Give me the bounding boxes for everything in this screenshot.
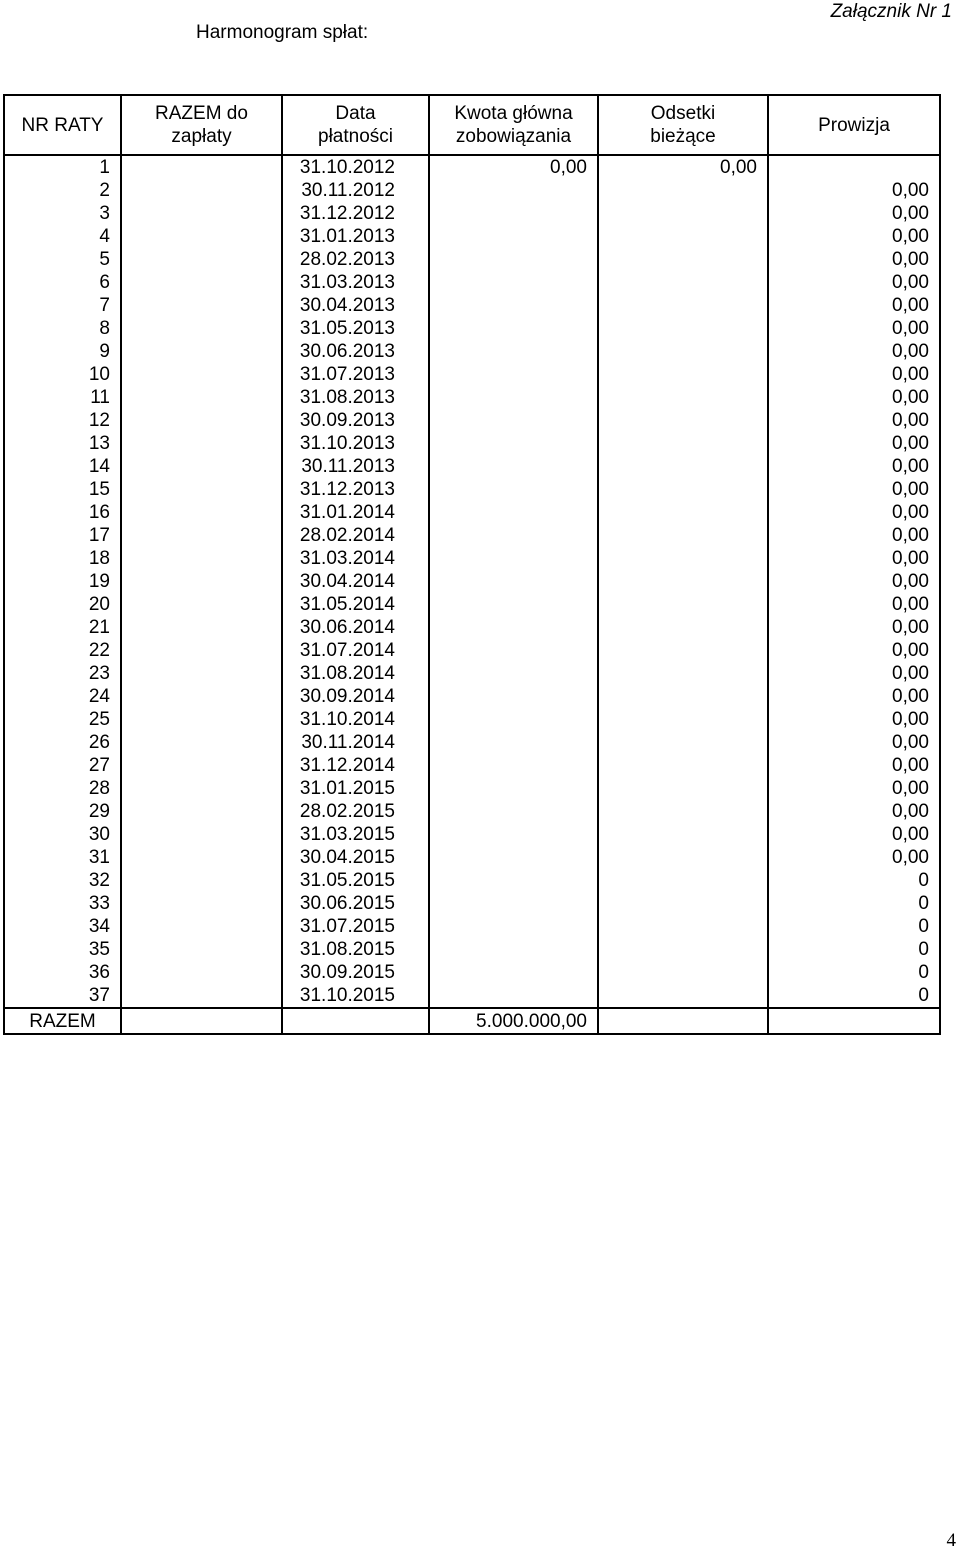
cell-payment-date: 31.01.2013 [282,225,429,248]
cell-total-due [121,386,282,409]
cell-interest [598,317,768,340]
cell-total-due [121,524,282,547]
cell-payment-date: 31.05.2015 [282,869,429,892]
cell-payment-date: 31.07.2013 [282,363,429,386]
cell-installment-number: 28 [4,777,121,800]
cell-total-due [121,432,282,455]
cell-payment-date: 31.10.2015 [282,984,429,1008]
cell-principal [429,984,598,1008]
cell-principal [429,777,598,800]
cell-fee: 0,00 [768,202,940,225]
cell-installment-number: 37 [4,984,121,1008]
cell-interest [598,570,768,593]
cell-payment-date: 28.02.2013 [282,248,429,271]
table-row [4,662,940,685]
table-row [4,363,940,386]
table-row [4,869,940,892]
cell-fee: 0,00 [768,225,940,248]
cell-fee: 0,00 [768,685,940,708]
cell-fee: 0,00 [768,179,940,202]
table-row [4,846,940,869]
table-row [4,386,940,409]
table-row [4,179,940,202]
cell-total-due [121,570,282,593]
cell-fee: 0,00 [768,340,940,363]
cell-fee: 0,00 [768,731,940,754]
cell-principal [429,294,598,317]
cell-installment-number: 33 [4,892,121,915]
cell-total-due [121,294,282,317]
cell-fee: 0,00 [768,754,940,777]
cell-principal [429,547,598,570]
cell-total-due [121,271,282,294]
cell-total-due [121,731,282,754]
cell-total-due [121,823,282,846]
cell-total-due [121,409,282,432]
table-row [4,248,940,271]
table-row [4,202,940,225]
cell-installment-number: 12 [4,409,121,432]
cell-total-due [121,248,282,271]
table-row [4,317,940,340]
cell-fee: 0,00 [768,616,940,639]
cell-interest [598,662,768,685]
header-principal: Kwota główna zobowiązania [429,95,598,155]
cell-payment-date: 31.12.2014 [282,754,429,777]
cell-principal [429,340,598,363]
cell-payment-date: 28.02.2015 [282,800,429,823]
cell-payment-date: 31.05.2013 [282,317,429,340]
cell-installment-number: 34 [4,915,121,938]
table-row [4,708,940,731]
header-fee: Prowizja [768,95,940,155]
cell-principal [429,892,598,915]
cell-fee: 0,00 [768,248,940,271]
cell-interest [598,386,768,409]
cell-interest [598,846,768,869]
cell-interest [598,455,768,478]
cell-total-due [121,892,282,915]
cell-principal: 0,00 [429,155,598,179]
cell-principal [429,869,598,892]
cell-principal [429,478,598,501]
cell-total-due [121,754,282,777]
table-row [4,892,940,915]
cell-installment-number: 13 [4,432,121,455]
cell-installment-number: 36 [4,961,121,984]
cell-fee: 0,00 [768,639,940,662]
cell-interest [598,777,768,800]
cell-total-due [121,915,282,938]
cell-payment-date: 30.06.2015 [282,892,429,915]
cell-principal [429,455,598,478]
cell-principal [429,662,598,685]
footer-date [282,1008,429,1034]
footer-total [121,1008,282,1034]
cell-installment-number: 27 [4,754,121,777]
table-row [4,823,940,846]
cell-interest [598,294,768,317]
header-interest: Odsetki bieżące [598,95,768,155]
annex-label: Załącznik Nr 1 [830,1,952,22]
footer-label: RAZEM [4,1008,121,1034]
cell-total-due [121,593,282,616]
cell-principal [429,616,598,639]
footer-fee [768,1008,940,1034]
cell-installment-number: 29 [4,800,121,823]
cell-principal [429,823,598,846]
cell-interest [598,984,768,1008]
cell-installment-number: 30 [4,823,121,846]
cell-installment-number: 31 [4,846,121,869]
cell-installment-number: 6 [4,271,121,294]
cell-payment-date: 31.10.2013 [282,432,429,455]
cell-payment-date: 30.04.2014 [282,570,429,593]
cell-payment-date: 31.10.2012 [282,155,429,179]
cell-total-due [121,961,282,984]
cell-payment-date: 31.08.2013 [282,386,429,409]
cell-fee: 0,00 [768,432,940,455]
cell-principal [429,800,598,823]
cell-total-due [121,846,282,869]
cell-total-due [121,340,282,363]
cell-installment-number: 15 [4,478,121,501]
cell-payment-date: 28.02.2014 [282,524,429,547]
cell-total-due [121,225,282,248]
cell-installment-number: 22 [4,639,121,662]
cell-fee: 0 [768,915,940,938]
cell-total-due [121,547,282,570]
cell-principal [429,708,598,731]
cell-interest [598,524,768,547]
table-row [4,616,940,639]
cell-principal [429,202,598,225]
table-body [4,155,940,1008]
table-row [4,524,940,547]
cell-principal [429,248,598,271]
cell-principal [429,731,598,754]
cell-installment-number: 5 [4,248,121,271]
cell-total-due [121,777,282,800]
cell-principal [429,179,598,202]
cell-fee: 0,00 [768,294,940,317]
table-row [4,409,940,432]
cell-principal [429,938,598,961]
cell-interest [598,708,768,731]
table-row [4,455,940,478]
page-number: 4 [946,1530,956,1551]
cell-fee: 0,00 [768,708,940,731]
cell-payment-date: 31.03.2013 [282,271,429,294]
cell-interest [598,248,768,271]
cell-interest [598,892,768,915]
cell-principal [429,961,598,984]
cell-total-due [121,639,282,662]
cell-installment-number: 26 [4,731,121,754]
cell-principal [429,432,598,455]
cell-payment-date: 31.01.2014 [282,501,429,524]
cell-total-due [121,869,282,892]
cell-interest [598,593,768,616]
cell-interest [598,363,768,386]
cell-total-due [121,501,282,524]
cell-total-due [121,155,282,179]
table-row [4,938,940,961]
cell-installment-number: 19 [4,570,121,593]
cell-fee: 0,00 [768,823,940,846]
cell-interest [598,961,768,984]
cell-payment-date: 31.12.2012 [282,202,429,225]
cell-principal [429,685,598,708]
cell-fee: 0,00 [768,593,940,616]
footer-principal: 5.000.000,00 [429,1008,598,1034]
cell-payment-date: 31.03.2014 [282,547,429,570]
cell-interest [598,202,768,225]
cell-principal [429,409,598,432]
header-date: Data płatności [282,95,429,155]
header-total: RAZEM do zapłaty [121,95,282,155]
cell-installment-number: 1 [4,155,121,179]
cell-interest [598,501,768,524]
table-row [4,340,940,363]
cell-fee: 0 [768,869,940,892]
cell-payment-date: 30.09.2015 [282,961,429,984]
cell-total-due [121,800,282,823]
cell-payment-date: 30.06.2013 [282,340,429,363]
cell-fee: 0,00 [768,547,940,570]
cell-payment-date: 31.07.2014 [282,639,429,662]
cell-fee: 0,00 [768,501,940,524]
cell-installment-number: 11 [4,386,121,409]
cell-fee: 0 [768,892,940,915]
cell-total-due [121,685,282,708]
cell-fee: 0,00 [768,777,940,800]
cell-installment-number: 16 [4,501,121,524]
cell-principal [429,225,598,248]
cell-principal [429,639,598,662]
table-row [4,984,940,1008]
footer-interest [598,1008,768,1034]
cell-interest [598,340,768,363]
cell-payment-date: 30.11.2012 [282,179,429,202]
repayment-schedule-table [3,94,941,1035]
cell-interest [598,823,768,846]
cell-interest [598,915,768,938]
table-row [4,155,940,179]
cell-fee: 0,00 [768,800,940,823]
cell-interest [598,639,768,662]
cell-payment-date: 31.12.2013 [282,478,429,501]
cell-fee: 0 [768,961,940,984]
cell-payment-date: 30.11.2014 [282,731,429,754]
cell-interest [598,432,768,455]
cell-payment-date: 30.11.2013 [282,455,429,478]
cell-payment-date: 31.10.2014 [282,708,429,731]
cell-total-due [121,455,282,478]
cell-interest [598,731,768,754]
cell-interest [598,754,768,777]
cell-fee [768,155,940,179]
cell-installment-number: 35 [4,938,121,961]
cell-interest [598,938,768,961]
cell-interest [598,225,768,248]
cell-principal [429,501,598,524]
table-row [4,432,940,455]
table-row [4,294,940,317]
cell-principal [429,846,598,869]
cell-principal [429,593,598,616]
cell-installment-number: 25 [4,708,121,731]
cell-installment-number: 18 [4,547,121,570]
cell-principal [429,524,598,547]
cell-total-due [121,662,282,685]
table-footer-row [4,1008,940,1034]
cell-total-due [121,938,282,961]
cell-fee: 0,00 [768,570,940,593]
table-row [4,593,940,616]
cell-principal [429,754,598,777]
table-row [4,547,940,570]
cell-fee: 0,00 [768,846,940,869]
table-row [4,685,940,708]
table-row [4,225,940,248]
cell-payment-date: 30.09.2014 [282,685,429,708]
cell-payment-date: 31.07.2015 [282,915,429,938]
cell-installment-number: 17 [4,524,121,547]
cell-payment-date: 30.09.2013 [282,409,429,432]
table-row [4,731,940,754]
cell-interest [598,685,768,708]
cell-fee: 0,00 [768,409,940,432]
table-row [4,501,940,524]
cell-installment-number: 3 [4,202,121,225]
cell-fee: 0,00 [768,478,940,501]
cell-fee: 0 [768,938,940,961]
cell-interest: 0,00 [598,155,768,179]
table-header-row [4,95,940,155]
cell-installment-number: 9 [4,340,121,363]
cell-total-due [121,616,282,639]
cell-total-due [121,478,282,501]
cell-installment-number: 14 [4,455,121,478]
cell-interest [598,547,768,570]
header-nr: NR RATY [4,95,121,155]
table-row [4,478,940,501]
cell-installment-number: 2 [4,179,121,202]
cell-principal [429,570,598,593]
cell-principal [429,386,598,409]
table-row [4,271,940,294]
table-row [4,961,940,984]
cell-fee: 0,00 [768,524,940,547]
cell-total-due [121,363,282,386]
cell-fee: 0,00 [768,363,940,386]
cell-interest [598,409,768,432]
table-row [4,915,940,938]
cell-installment-number: 8 [4,317,121,340]
cell-principal [429,317,598,340]
cell-installment-number: 23 [4,662,121,685]
cell-payment-date: 31.03.2015 [282,823,429,846]
cell-total-due [121,984,282,1008]
cell-total-due [121,179,282,202]
table-row [4,800,940,823]
page-title: Harmonogram spłat: [196,22,369,43]
table-row [4,639,940,662]
cell-installment-number: 7 [4,294,121,317]
cell-fee: 0,00 [768,386,940,409]
cell-payment-date: 30.06.2014 [282,616,429,639]
cell-total-due [121,317,282,340]
cell-installment-number: 4 [4,225,121,248]
cell-installment-number: 20 [4,593,121,616]
cell-fee: 0,00 [768,271,940,294]
cell-installment-number: 10 [4,363,121,386]
cell-interest [598,478,768,501]
table-row [4,754,940,777]
cell-payment-date: 31.08.2014 [282,662,429,685]
cell-interest [598,179,768,202]
cell-fee: 0,00 [768,317,940,340]
cell-interest [598,271,768,294]
cell-principal [429,363,598,386]
cell-payment-date: 31.05.2014 [282,593,429,616]
cell-fee: 0,00 [768,662,940,685]
cell-total-due [121,202,282,225]
cell-payment-date: 31.01.2015 [282,777,429,800]
cell-installment-number: 24 [4,685,121,708]
table-row [4,570,940,593]
cell-payment-date: 30.04.2013 [282,294,429,317]
cell-fee: 0 [768,984,940,1008]
cell-fee: 0,00 [768,455,940,478]
cell-payment-date: 30.04.2015 [282,846,429,869]
cell-principal [429,915,598,938]
cell-payment-date: 31.08.2015 [282,938,429,961]
table-row [4,777,940,800]
cell-principal [429,271,598,294]
cell-installment-number: 32 [4,869,121,892]
cell-total-due [121,708,282,731]
cell-interest [598,869,768,892]
cell-installment-number: 21 [4,616,121,639]
cell-interest [598,800,768,823]
cell-interest [598,616,768,639]
